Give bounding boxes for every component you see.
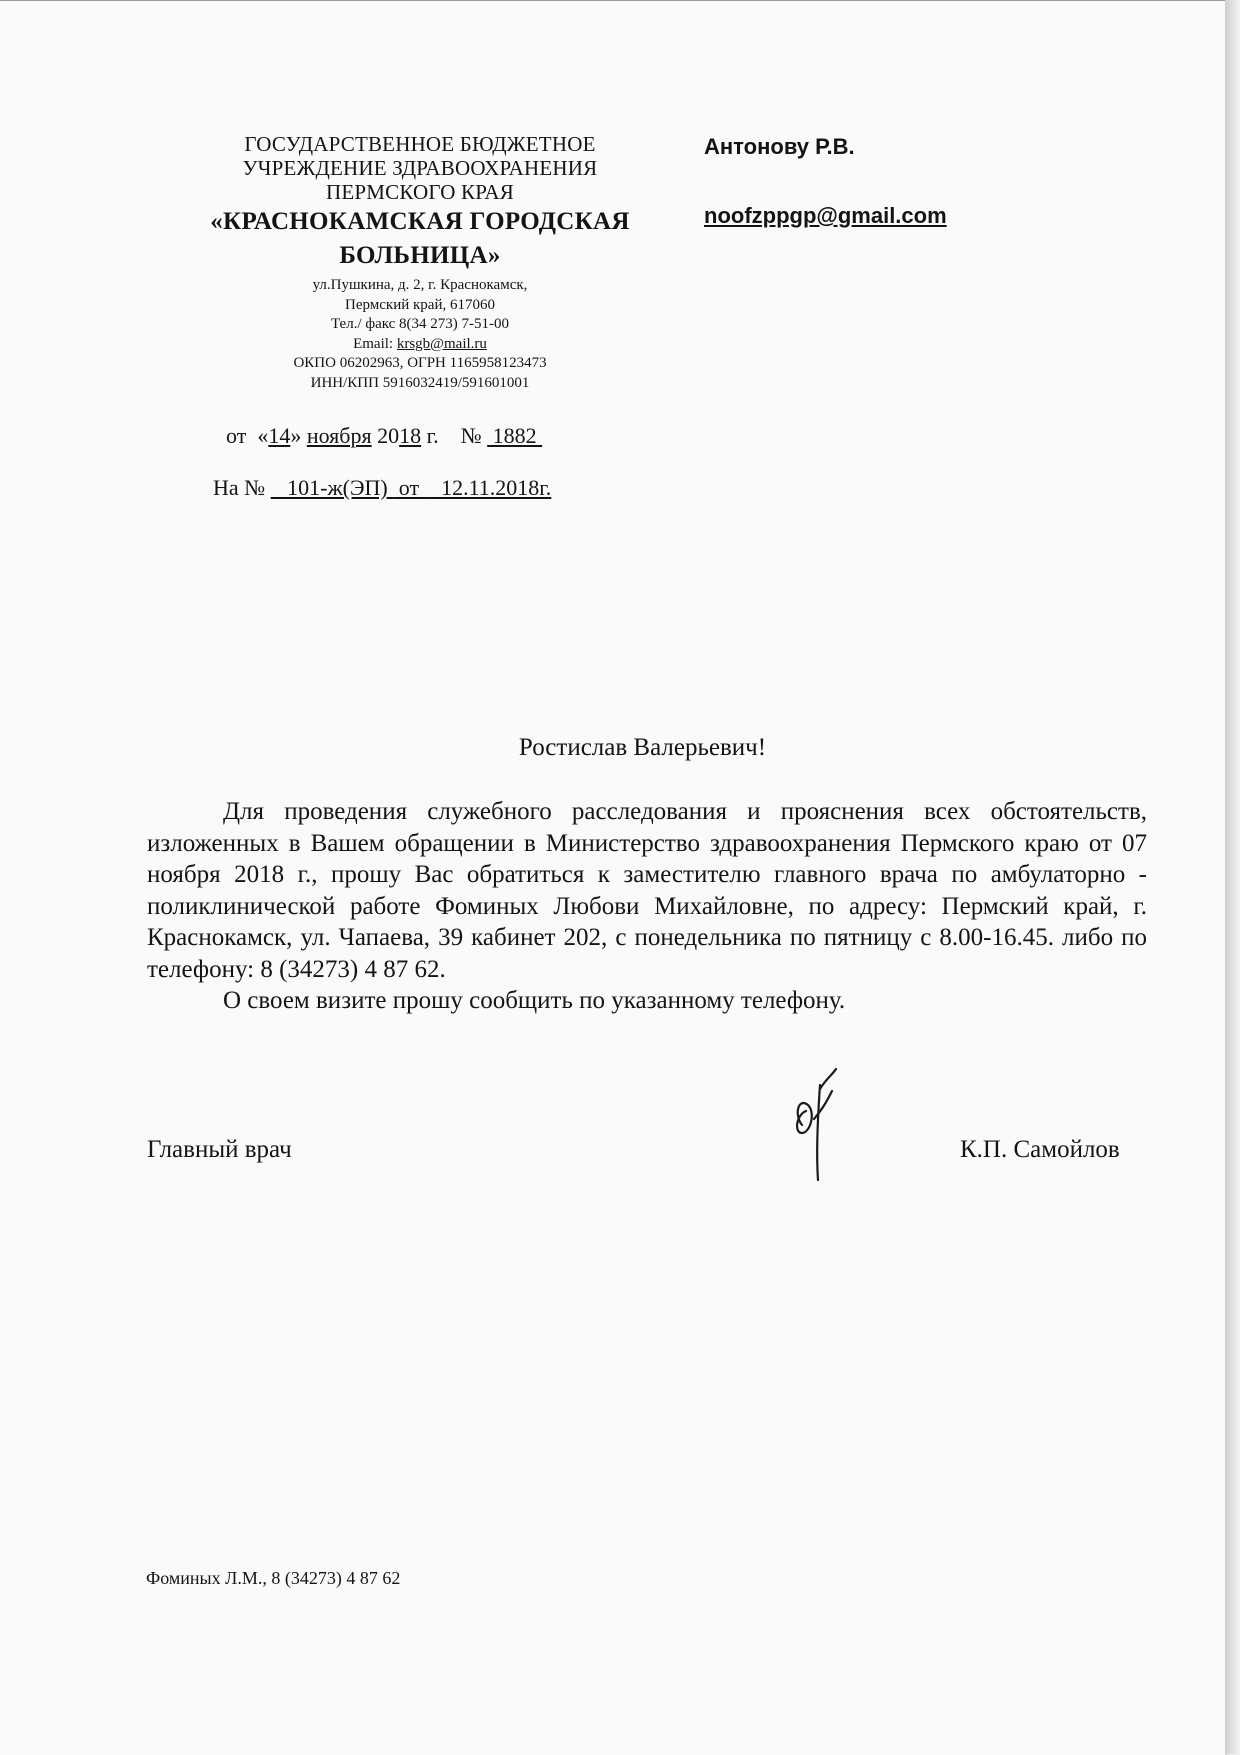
reg-year-prefix: 20 <box>371 423 400 448</box>
body-paragraph-1: Для проведения служебного расследования и прояснения всех обстоятельств, изложенных в Вашем обращении в Министерство здравоохранения Пермского краю от 07 ноября 2018 г., прошу Вас обратиться к заместителю главного врача по амбулаторно - поликлинической работе Фоминых Любови Михайловне, по адресу: Пермский край, г. Краснокамск, ул. Чапаева, 39 кабинет 202, с понедельника по пятницу с 8.00-16.45. либо по телефону: 8 (34273) 4 87 62. <box>147 798 1147 983</box>
recipient-name: Антонову Р.В. <box>704 134 855 159</box>
reg-year-suffix: г. № <box>421 423 488 448</box>
org-line-2: УЧРЕЖДЕНИЕ ЗДРАВООХРАНЕНИЯ <box>242 156 598 180</box>
scan-edge <box>1225 0 1240 1754</box>
org-email-line <box>160 335 680 355</box>
letter-body <box>147 796 1147 1017</box>
org-address-2: Пермский край, 617060 <box>345 296 495 313</box>
salutation-text: Ростислав Валерьевич! <box>518 734 767 761</box>
org-email-label: Email: <box>353 335 397 352</box>
body-paragraph-2: О своем визите прошу сообщить по указанному телефону. <box>223 987 846 1014</box>
org-line-3: ПЕРМСКОГО КРАЯ <box>325 180 514 204</box>
reference-line <box>213 475 551 501</box>
org-name-line-2: БОЛЬНИЦА» <box>339 242 501 269</box>
org-phone: Тел./ факс 8(34 273) 7-51-00 <box>330 316 510 332</box>
recipient-email-link[interactable]: noofzppgp@gmail.com <box>704 203 947 228</box>
org-line-1: ГОСУДАРСТВЕННОЕ БЮДЖЕТНОЕ <box>244 132 596 156</box>
reg-prefix: от « <box>226 423 269 448</box>
reg-month: ноября <box>306 423 372 448</box>
ref-number: 101-ж(ЭП) <box>270 475 394 500</box>
org-inn: ИНН/КПП 5916032419/591601001 <box>310 374 530 391</box>
ref-middle: от <box>393 475 425 500</box>
reg-year: 18 <box>399 423 422 448</box>
salutation <box>0 734 1225 762</box>
reg-day: 14 <box>268 423 291 448</box>
org-address-1: ул.Пушкина, д. 2, г. Краснокамск, <box>312 277 528 293</box>
org-email-link[interactable]: krsgb@mail.ru <box>396 335 487 352</box>
registration-line <box>226 423 542 449</box>
org-name-line-1: «КРАСНОКАМСКАЯ ГОРОДСКАЯ <box>210 208 630 235</box>
handwritten-signature <box>780 1055 870 1185</box>
reg-sep: » <box>290 423 307 448</box>
letterhead <box>160 132 680 393</box>
ref-date: 12.11.2018г. <box>424 475 552 500</box>
reg-number: 1882 <box>487 423 543 448</box>
executor-note: Фоминых Л.М., 8 (34273) 4 87 62 <box>146 1568 401 1588</box>
signatory-title: Главный врач <box>147 1136 292 1163</box>
signatory-name: К.П. Самойлов <box>960 1136 1120 1163</box>
ref-prefix: На № <box>213 475 271 500</box>
org-okpo: ОКПО 06202963, ОГРН 1165958123473 <box>293 355 547 371</box>
